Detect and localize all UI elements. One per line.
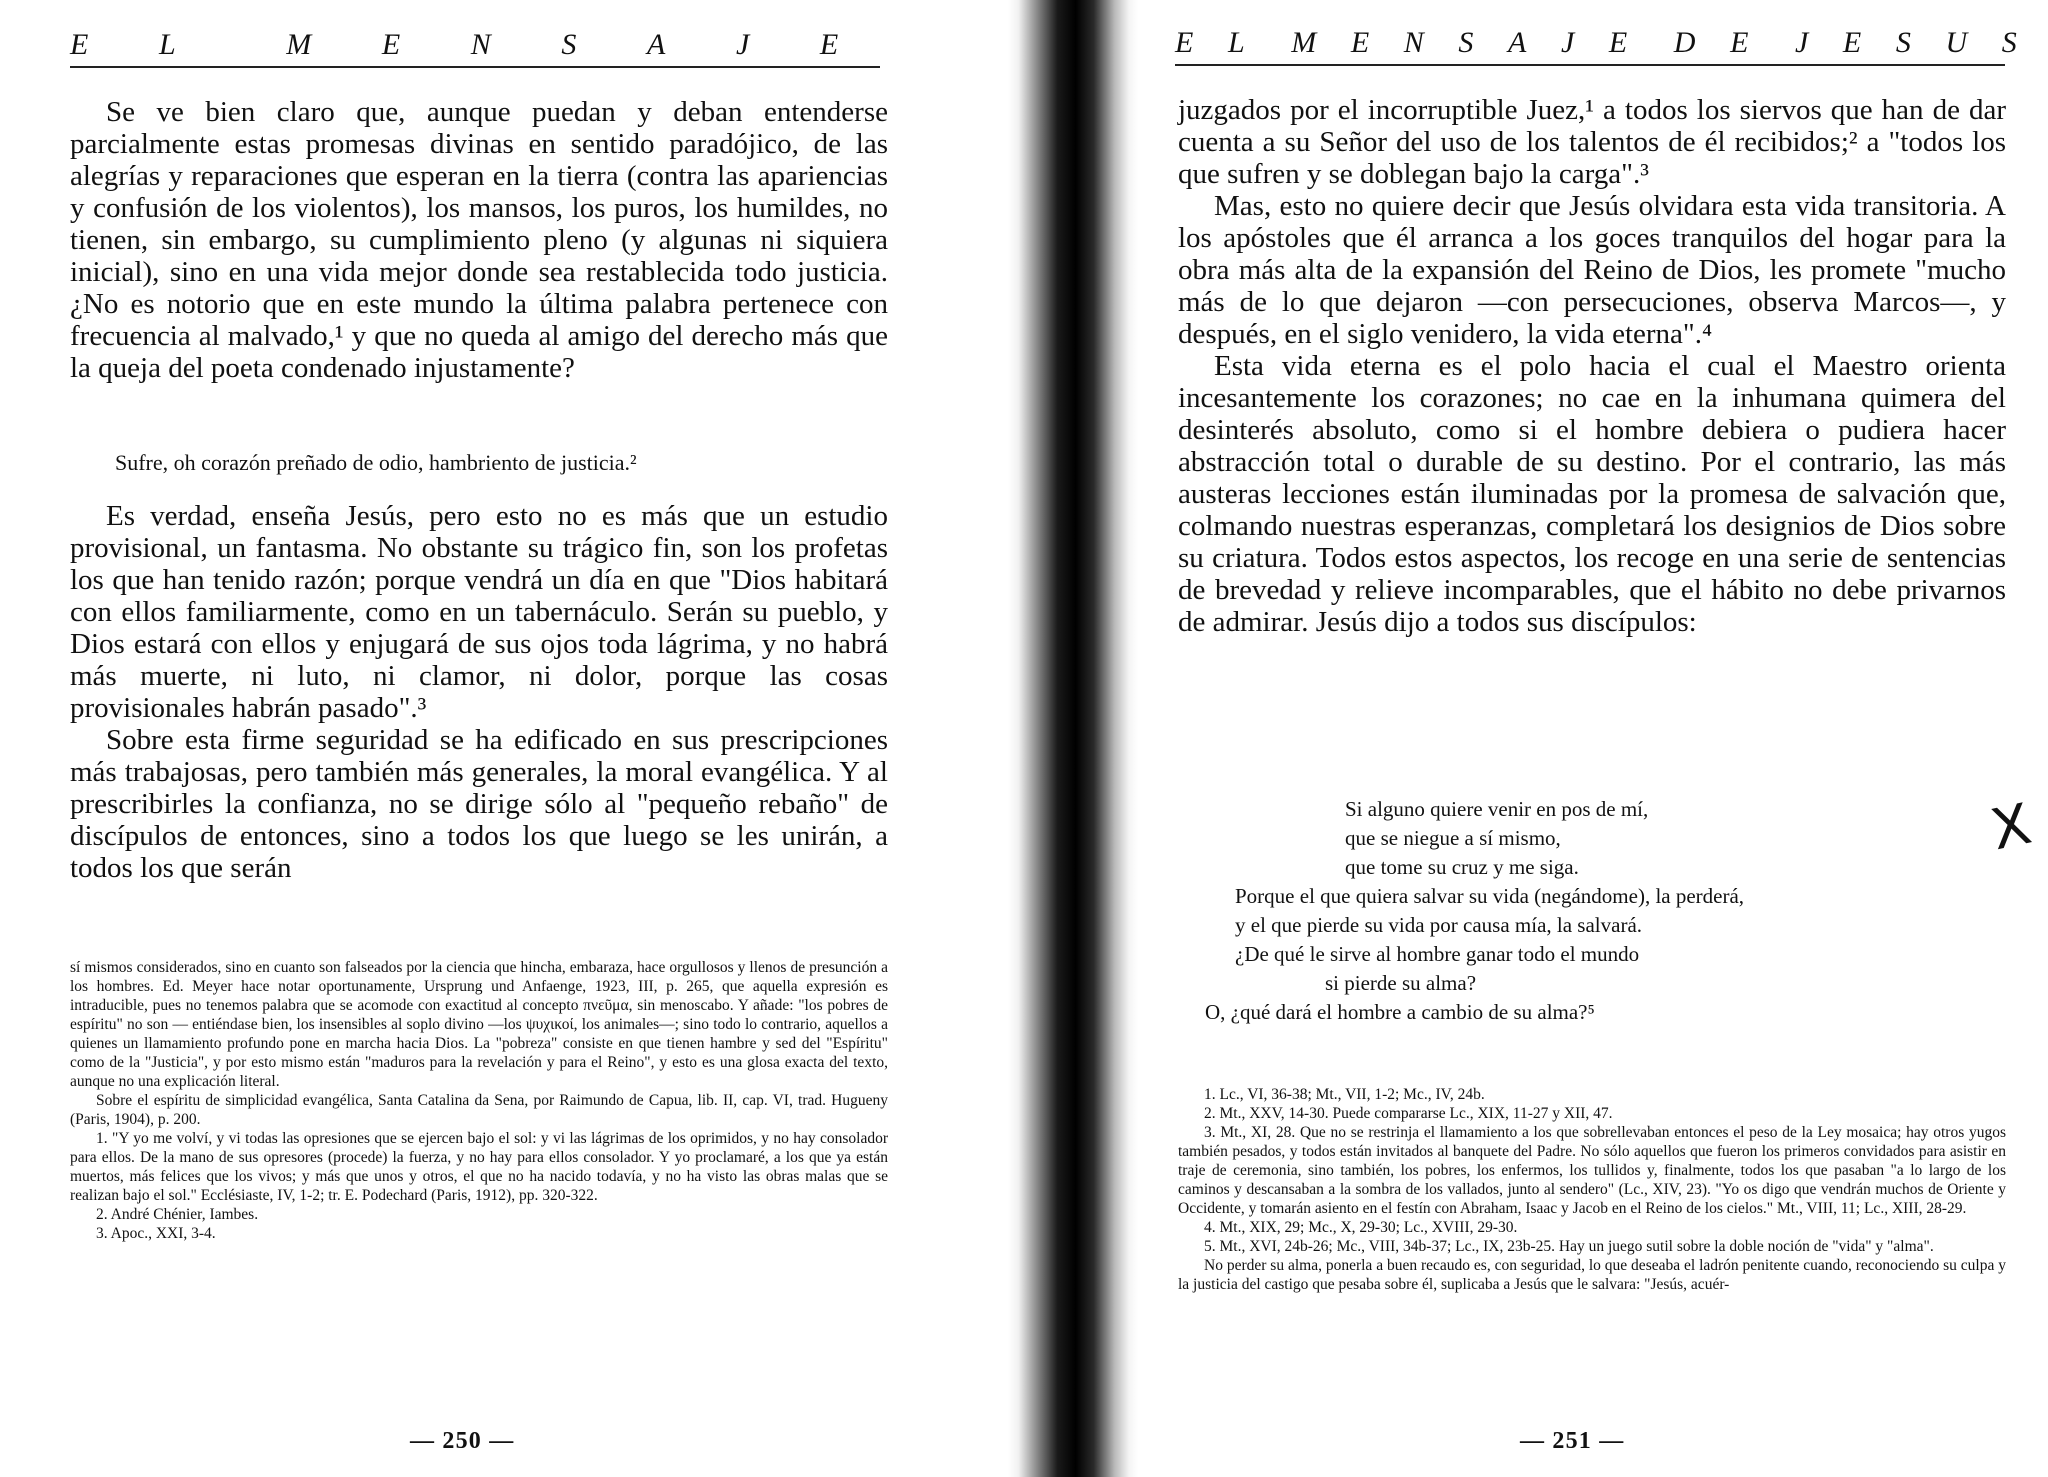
footnote-5: 5. Mt., XVI, 24b-26; Mc., VIII, 34b-37; Lc., IX, 23b-25. Hay un juego sutil sobre la doble noción de "vida" y "alma". — [1204, 1238, 1934, 1255]
right-page — [1030, 0, 2048, 1477]
footnote-1: 1. Lc., VI, 36-38; Mt., VII, 1-2; Mc., IV, 24b. — [1204, 1086, 1485, 1103]
left-paragraphs-2-3 — [70, 500, 888, 884]
footnote-extra: Sobre el espíritu de simplicidad evangélica, Santa Catalina da Sena, por Raimundo de Capua, lib. II, cap. VI, trad. Hugueny (Paris, 1904), p. 200. — [70, 1092, 888, 1128]
right-verse-block: Si alguno quiere venir en pos de mí, que se niegue a sí mismo, que tome su cruz y me siga. Porque el que quiera salvar su vida (negándome), la perderá, y el que pierde su vida por causa mía, la salvará. ¿De qué le sirve al hombre ganar todo el mundo si pierde su alma? O, ¿qué dará el hombre a cambio de su alma?⁵ — [1205, 797, 1745, 1024]
right-paragraph-2: Mas, esto no quiere decir que Jesús olvidara esta vida transitoria. A los apóstoles que él arranca a los goces tranquilos del hogar para la obra más alta de la expansión del Reino de Dios, les promete "mucho más de lo que dejaron —con persecuciones, observa Marcos—, y después, en el siglo venidero, la vida eterna".⁴ — [1178, 190, 2006, 350]
right-paragraphs — [1178, 94, 2006, 638]
left-page — [0, 0, 1000, 1477]
footnote-1: 1. "Y yo me volví, y vi todas las opresiones que se ejercen bajo el sol: y vi las lágrimas de los oprimidos, y no hay consolador para ellos. De la mano de sus opresores (procede) la fuerza, y no hay para ellos consolador. Y yo proclamaré, a los que ya están muertos, más felices que los vivos; y más que unos y otros, el que no ha nacido todavía, y no ha visto las obras malas que se realizan bajo el sol." Ecclésiaste, IV, 1-2; tr. E. Podechard (Paris, 1912), pp. 320-322. — [70, 1130, 888, 1204]
right-paragraph-1: juzgados por el incorruptible Juez,¹ a todos los siervos que han de dar cuenta a su Señor del uso de los talentos de él recibidos;² a "todos los que sufren y se doblegan bajo la carga".³ — [1178, 94, 2006, 190]
left-paragraph-2: Es verdad, enseña Jesús, pero esto no es más que un estudio provisional, un fantasma. No obstante su trágico fin, son los profetas los que han tenido razón; porque vendrá un día en que "Dios habitará con ellos familiarmente, como en un tabernáculo. Serán su pueblo, y Dios estará con ellos y enjugará de sus ojos toda lágrima, y no habrá más muerte, ni luto, ni clamor, ni dolor, porque las cosas provisionales habrán pasado".³ — [70, 500, 888, 724]
footnote-continuation: sí mismos considerados, sino en cuanto son falseados por la ciencia que hincha, embaraza, hace orgullosos y llenos de presunción a los hombres. Ed. Meyer hace notar oportunamente, Ursprung und Anfaenge, 1923, III, p. 265, que aquella expresión es intraducible, pues no tenemos palabra que se acomode con exactitud al concepto πνεῦμα, sin menoscabo. Y añade: "los pobres de espíritu" no son — entiéndase bien, los insensibles al soplo divino —los ψυχικοί, los animales—; sino todo lo contrario, aquellos a quienes un llamamiento profundo pone en marcha hacia Dios. La "pobreza" consiste en que tienen hambre y sed del "Espíritu" como de la "Justicia", y por esto mismo están "maduros para la revelación y para el Reino", y esto es una glosa exacta del texto, aunque no una explicación literal. — [70, 959, 888, 1090]
left-verse-quote: Sufre, oh corazón preñado de odio, hambriento de justicia.² — [115, 450, 637, 475]
footnote-2: 2. Mt., XXV, 14-30. Puede compararse Lc., XIX, 11-27 y XII, 47. — [1204, 1105, 1613, 1122]
left-paragraph-1: Se ve bien claro que, aunque puedan y deban entenderse parcialmente estas promesas divinas en sentido paradójico, de las alegrías y reparaciones que esperan en la tierra (contra las apariencias y confusión de los violentos), los mansos, los puros, los humildes, no tienen, sin embargo, su cumplimiento pleno (y algunas ni siquiera inicial), sino en una vida mejor donde sea restablecida todo justicia. ¿No es notorio que en este mundo la última palabra pertenece con frecuencia al malvado,¹ y que no queda al amigo del derecho más que la queja del poeta condenado injustamente? — [70, 96, 888, 384]
left-footnotes — [70, 958, 888, 1243]
footnote-continuation: No perder su alma, ponerla a buen recaudo es, con seguridad, lo que deseaba el ladrón penitente cuando, reconociendo su culpa y la justicia del castigo que pesaba sobre él, suplicaba a Jesús que le salvara: "Jesús, acuér- — [1178, 1257, 2006, 1293]
footnote-2: 2. André Chénier, Iambes. — [96, 1206, 259, 1223]
right-paragraph-3: Esta vida eterna es el polo hacia el cual el Maestro orienta incesantemente los corazones; no cae en la inhumana quimera del desinterés absoluto, como si el hombre debiera o pudiera hacer abstracción total o durable de su destino. Por el contrario, las más austeras lecciones están iluminadas por la promesa de salvación que, colmando nuestras esperanzas, completará los designios de Dios sobre su criatura. Todos estos aspectos, los recoge en una serie de sentencias de brevedad y relieve incomparables, que el hábito no debe privarnos de admirar. Jesús dijo a todos sus discípulos: — [1178, 350, 2006, 638]
footnote-3: 3. Mt., XI, 28. Que no se restrinja el llamamiento a los que sobrellevaban entonces el peso de la Ley mosaica; hay otros yugos también pesados, y todos están invitados al banquete del Padre. No sólo aquellos que fueron los primeros convidados para asistir en traje de ceremonia, sino también, los pobres, los enfermos, los tullidos y, finalmente, todos los que pasaban "a lo largo de los caminos y descansaban a la sombra de los vallados, junto al sendero" (Lc., XIV, 23). "Yo os digo que vendrán muchos de Oriente y Occidente, y tomarán asiento en el festín con Abraham, Isaac y Jacob en el Reino de los cielos." Mt., VIII, 11; Lc., XIII, 28-29. — [1178, 1124, 2006, 1217]
page-number-left: — 250 — — [410, 1428, 515, 1454]
footnote-3: 3. Apoc., XXI, 3-4. — [96, 1225, 216, 1242]
running-head-right: E L M E N S A J E D E J E S U S — [1175, 26, 2005, 66]
right-footnotes — [1178, 1085, 2006, 1294]
running-head-left: E L M E N S A J E — [70, 28, 880, 68]
left-paragraph-3: Sobre esta firme seguridad se ha edificado en sus prescripciones más trabajosas, pero también más generales, la moral evangélica. Y al prescribirles la confianza, no se dirige sólo al "pequeño rebaño" de discípulos de entonces, sino a todos los que luego se les unirán, a todos los que serán — [70, 724, 888, 884]
page-number-right: — 251 — — [1520, 1428, 1625, 1454]
footnote-4: 4. Mt., XIX, 29; Mc., X, 29-30; Lc., XVIII, 29-30. — [1204, 1219, 1518, 1236]
handwritten-margin-mark: X — [1985, 791, 2037, 864]
